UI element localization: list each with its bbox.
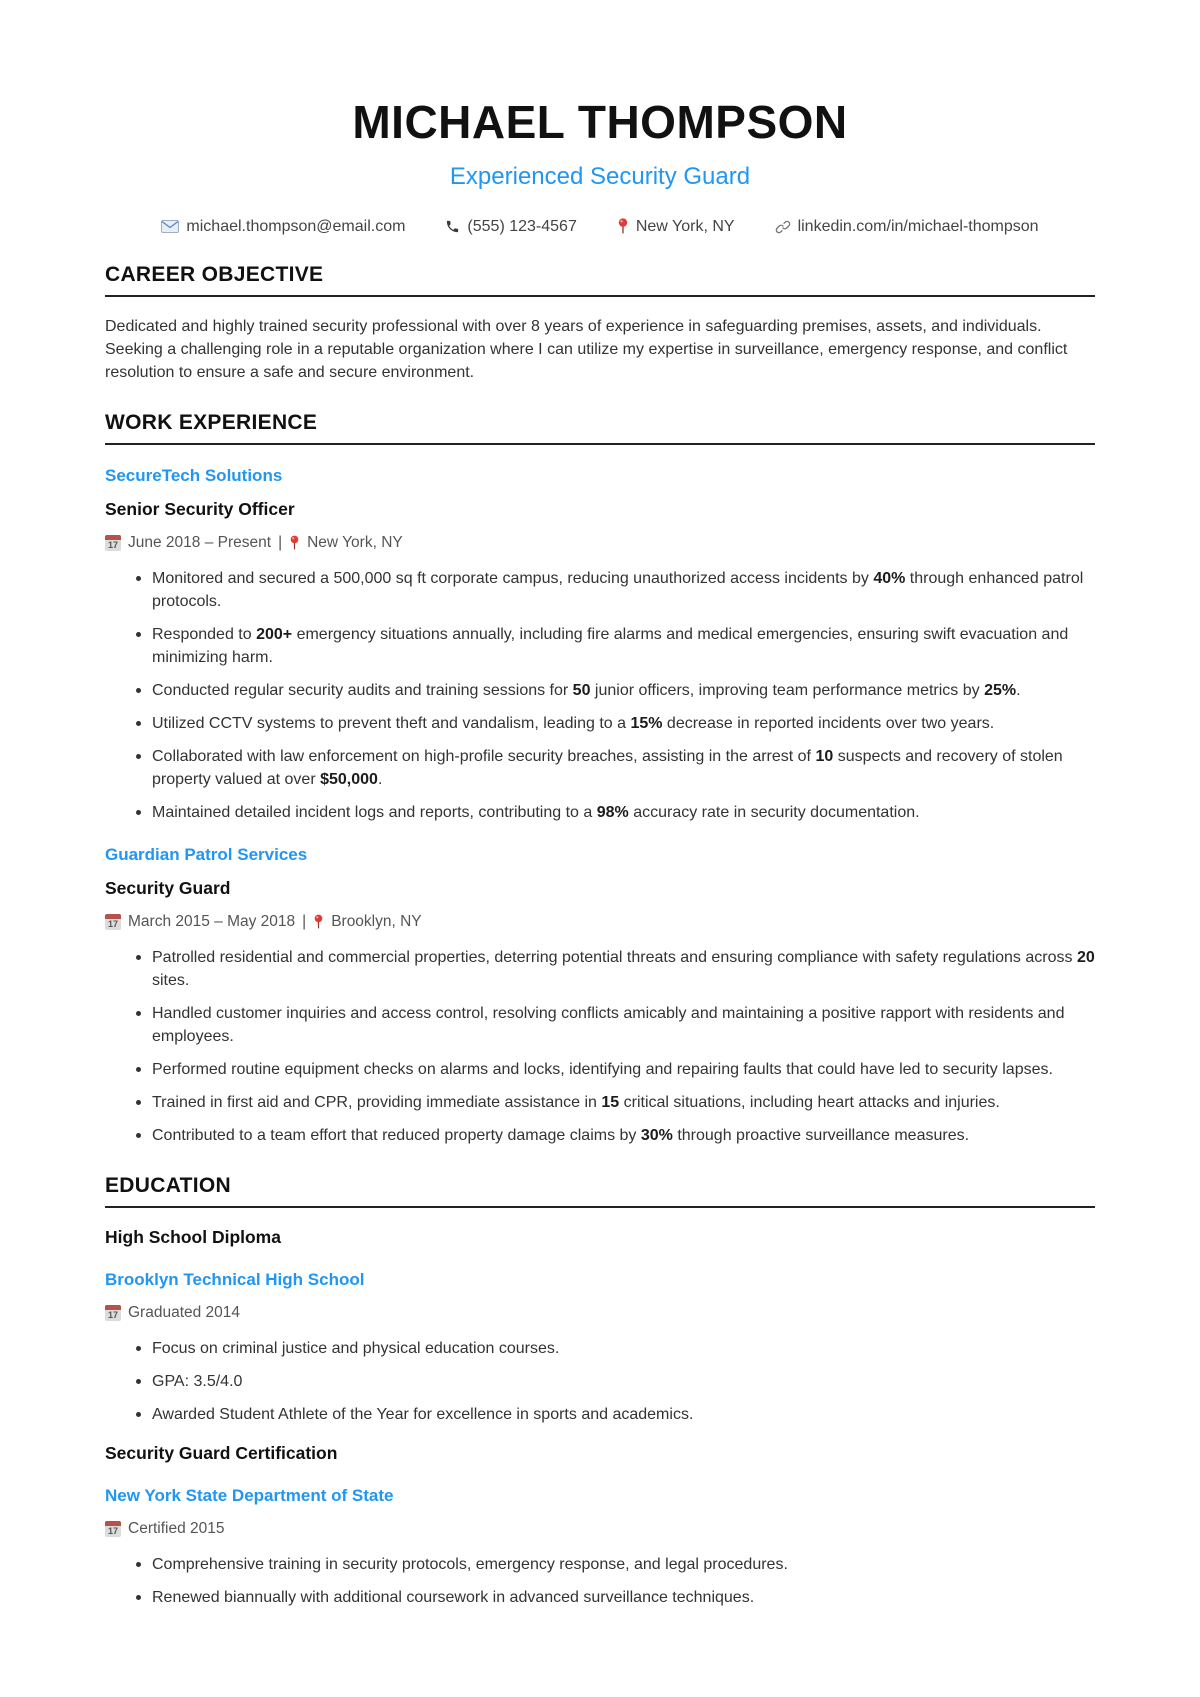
institution-name: New York State Department of State bbox=[105, 1485, 394, 1505]
bullet-list bbox=[105, 1553, 1095, 1609]
entry-title: Security Guard Certification bbox=[105, 1442, 338, 1463]
company-name: Guardian Patrol Services bbox=[105, 845, 308, 865]
phone-icon bbox=[445, 219, 460, 234]
calendar-day: 17 bbox=[107, 1309, 118, 1320]
job-title: Security Guard bbox=[105, 878, 231, 899]
entry-date: Graduated 2014 bbox=[128, 1303, 241, 1321]
entry-date: March 2015 – May 2018 bbox=[128, 912, 296, 930]
calendar-icon bbox=[105, 535, 121, 551]
bullet-item: Monitored and secured a 500,000 sq ft corporate campus, reducing unauthorized access incidents by 40% through enhanced patrol protocols. bbox=[105, 567, 1095, 613]
calendar-day: 17 bbox=[107, 540, 118, 551]
entry-meta bbox=[105, 534, 1095, 552]
entry bbox=[105, 844, 1095, 1147]
bullet-item: Renewed biannually with additional coursework in advanced surveillance techniques. bbox=[105, 1586, 1095, 1609]
person-name: MICHAEL THOMPSON bbox=[352, 96, 848, 148]
entry-location: New York, NY bbox=[307, 534, 403, 552]
bullet-item: Comprehensive training in security protocols, emergency response, and legal procedures. bbox=[105, 1553, 1095, 1576]
bullet-item: Focus on criminal justice and physical education courses. bbox=[105, 1337, 1095, 1360]
entry-location: Brooklyn, NY bbox=[331, 912, 422, 930]
calendar-day: 17 bbox=[107, 1525, 118, 1536]
bullet-item: Responded to 200+ emergency situations annually, including fire alarms and medical emergencies, ensuring swift evacuation and minimizing harm. bbox=[105, 623, 1095, 669]
contact-email-text: michael.thompson@email.com bbox=[186, 217, 406, 235]
entry bbox=[105, 465, 1095, 824]
bullet-item: Contributed to a team effort that reduced property damage claims by 30% through proactive surveillance measures. bbox=[105, 1124, 1095, 1147]
section-heading: WORK EXPERIENCE bbox=[105, 411, 318, 435]
link-icon bbox=[775, 219, 791, 235]
contact-row bbox=[105, 218, 1095, 236]
bullet-item: Handled customer inquiries and access control, resolving conflicts amicably and maintaining a positive rapport with residents and employees. bbox=[105, 1002, 1095, 1048]
bullet-list bbox=[105, 567, 1095, 824]
bullet-item: Trained in first aid and CPR, providing immediate assistance in 15 critical situations, including heart attacks and injuries. bbox=[105, 1091, 1095, 1114]
section-work-experience bbox=[105, 410, 1095, 1147]
contact-location bbox=[617, 218, 735, 236]
bullet-list bbox=[105, 1337, 1095, 1426]
bullet-item: Utilized CCTV systems to prevent theft and vandalism, leading to a 15% decrease in reported incidents over two years. bbox=[105, 712, 1095, 735]
resume-header bbox=[105, 96, 1095, 236]
email-icon bbox=[161, 220, 179, 233]
job-title: Senior Security Officer bbox=[105, 499, 295, 520]
contact-phone-text: (555) 123-4567 bbox=[467, 217, 577, 235]
bullet-item: Conducted regular security audits and training sessions for 50 junior officers, improving team performance metrics by 25%. bbox=[105, 679, 1095, 702]
calendar-icon bbox=[105, 1521, 121, 1537]
entry-meta bbox=[105, 1304, 1095, 1322]
resume-body bbox=[105, 262, 1095, 1609]
section-rule bbox=[105, 295, 1095, 297]
meta-separator: | bbox=[278, 534, 283, 552]
location-pin-icon bbox=[289, 535, 300, 551]
location-pin-icon bbox=[313, 914, 324, 930]
institution-name: Brooklyn Technical High School bbox=[105, 1269, 365, 1289]
meta-separator: | bbox=[302, 912, 307, 930]
section-rule bbox=[105, 1206, 1095, 1208]
entry-meta bbox=[105, 1520, 1095, 1538]
contact-linkedin bbox=[775, 218, 1039, 236]
section-education bbox=[105, 1173, 1095, 1609]
entry-title: High School Diploma bbox=[105, 1227, 281, 1248]
bullet-item: Awarded Student Athlete of the Year for excellence in sports and academics. bbox=[105, 1403, 1095, 1426]
section-rule bbox=[105, 443, 1095, 445]
section-heading: EDUCATION bbox=[105, 1173, 231, 1197]
section-heading: CAREER OBJECTIVE bbox=[105, 262, 324, 286]
location-pin-icon bbox=[617, 218, 629, 235]
bullet-item: GPA: 3.5/4.0 bbox=[105, 1370, 1095, 1393]
bullet-list bbox=[105, 946, 1095, 1147]
entry bbox=[105, 1442, 1095, 1609]
bullet-item: Performed routine equipment checks on alarms and locks, identifying and repairing faults that could have led to security lapses. bbox=[105, 1058, 1095, 1081]
objective-text: Dedicated and highly trained security professional with over 8 years of experience in safeguarding premises, assets, and individuals. Seeking a challenging role in a reputable organization where I can utilize my expertise in surveillance, emergency response, and conflict resolution to ensure a safe and secure environment. bbox=[105, 318, 1068, 382]
entry-date: Certified 2015 bbox=[128, 1519, 225, 1537]
entry-meta bbox=[105, 913, 1095, 931]
calendar-icon bbox=[105, 1305, 121, 1321]
contact-phone bbox=[445, 218, 576, 236]
bullet-item: Maintained detailed incident logs and reports, contributing to a 98% accuracy rate in security documentation. bbox=[105, 801, 1095, 824]
bullet-item: Patrolled residential and commercial properties, deterring potential threats and ensuring compliance with safety regulations across 20 sites. bbox=[105, 946, 1095, 992]
person-title: Experienced Security Guard bbox=[449, 162, 751, 190]
section-career-objective bbox=[105, 262, 1095, 384]
entry bbox=[105, 1226, 1095, 1426]
bullet-item: Collaborated with law enforcement on high-profile security breaches, assisting in the arrest of 10 suspects and recovery of stolen property valued at over $50,000. bbox=[105, 745, 1095, 791]
company-name: SecureTech Solutions bbox=[105, 466, 283, 486]
calendar-day: 17 bbox=[107, 918, 118, 929]
entry-date: June 2018 – Present bbox=[128, 534, 272, 552]
contact-linkedin-text: linkedin.com/in/michael-thompson bbox=[797, 217, 1039, 235]
contact-location-text: New York, NY bbox=[635, 217, 735, 235]
calendar-icon bbox=[105, 914, 121, 930]
contact-email bbox=[161, 218, 405, 236]
